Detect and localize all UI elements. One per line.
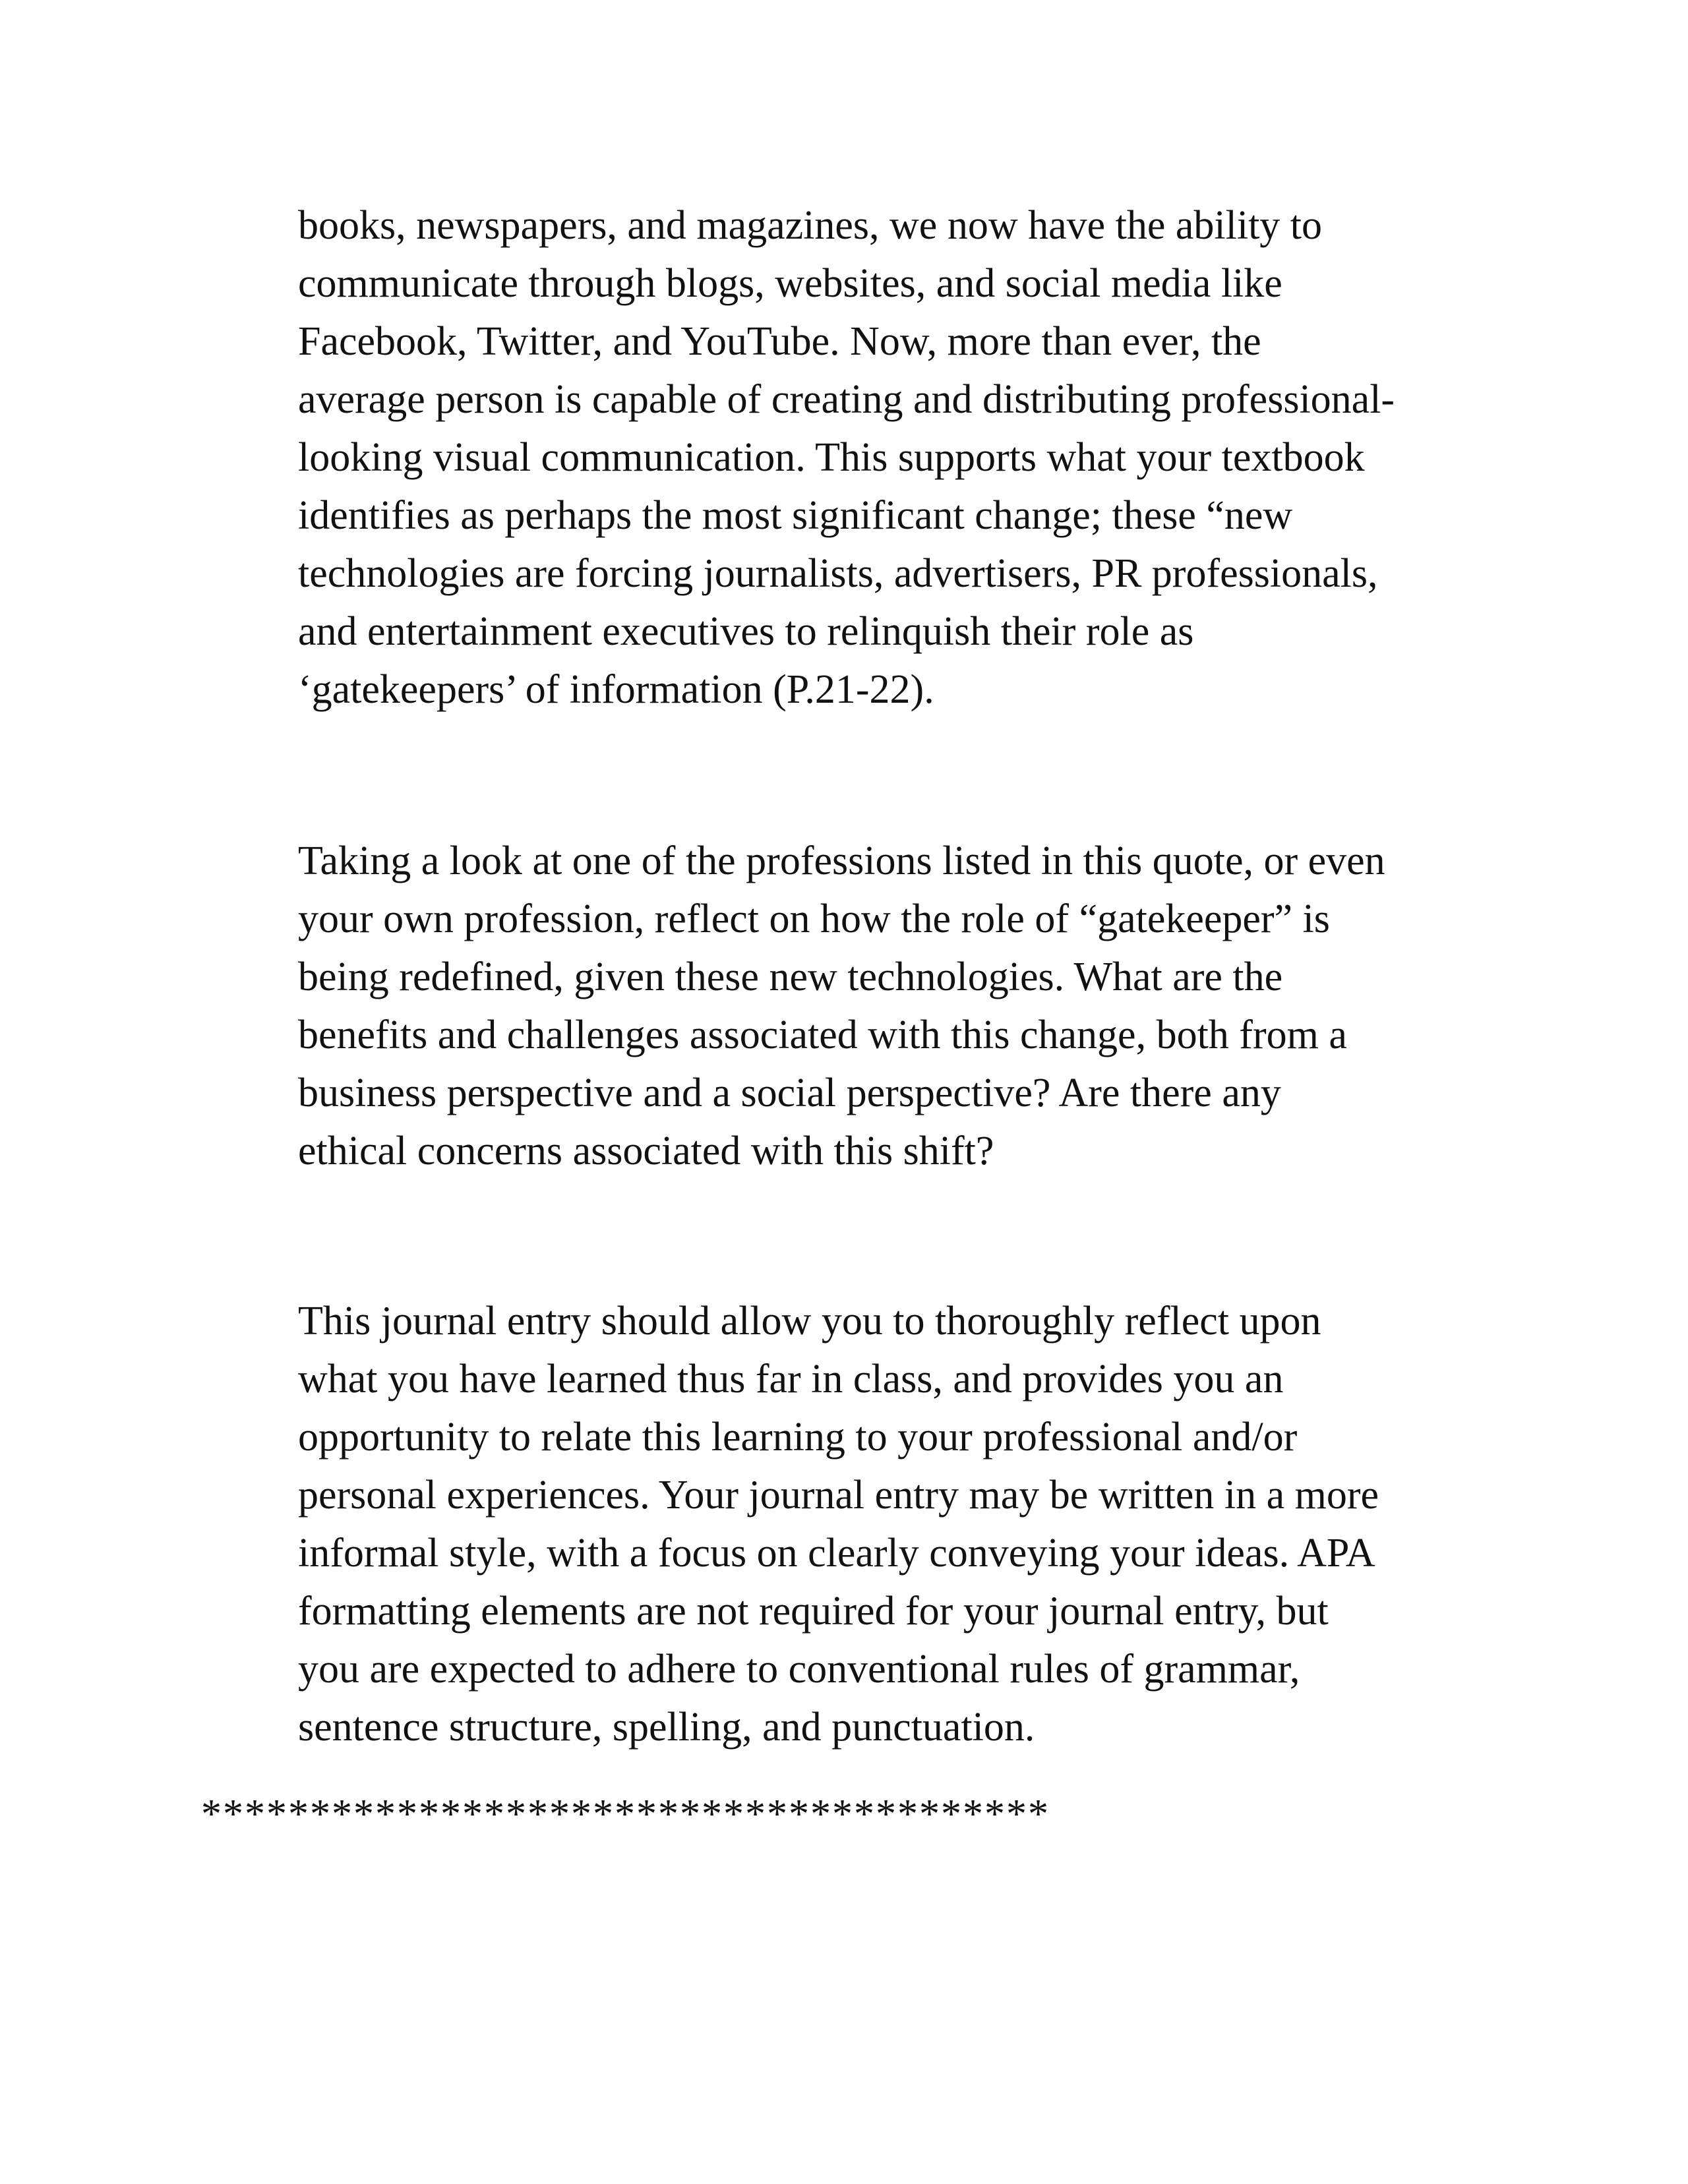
text-line: formatting elements are not required for your journal entry, but — [298, 1589, 1329, 1634]
text-line: communicate through blogs, websites, and social media like — [298, 261, 1282, 306]
text-line: personal experiences. Your journal entry may be written in a more — [298, 1473, 1379, 1518]
paragraph-instructions — [298, 1292, 1551, 1756]
text-line: This journal entry should allow you to thoroughly reflect upon — [298, 1299, 1321, 1343]
text-line: being redefined, given these new technologies. What are the — [298, 955, 1283, 999]
text-line: ethical concerns associated with this shift? — [298, 1129, 994, 1173]
text-line: looking visual communication. This supports what your textbook — [298, 435, 1365, 480]
paragraph-context — [298, 196, 1551, 719]
paragraph-prompt — [298, 832, 1551, 1180]
text-line: opportunity to relate this learning to your professional and/or — [298, 1415, 1298, 1460]
text-line: books, newspapers, and magazines, we now have the ability to — [298, 203, 1323, 248]
text-line: Facebook, Twitter, and YouTube. Now, more than ever, the — [298, 319, 1261, 364]
text-line: technologies are forcing journalists, advertisers, PR professionals, — [298, 551, 1378, 596]
text-line: your own profession, reflect on how the role of “gatekeeper” is — [298, 897, 1330, 941]
text-line: business perspective and a social perspective? Are there any — [298, 1071, 1281, 1115]
text-line: informal style, with a focus on clearly conveying your ideas. APA — [298, 1531, 1375, 1576]
text-line: what you have learned thus far in class, and provides you an — [298, 1357, 1284, 1402]
text-line: sentence structure, spelling, and punctuation. — [298, 1705, 1035, 1750]
text-line: Taking a look at one of the professions listed in this quote, or even — [298, 839, 1385, 883]
asterisk-divider: *************************************** — [201, 1792, 1050, 1837]
text-line: ‘gatekeepers’ of information (P.21-22). — [298, 667, 934, 712]
text-line: you are expected to adhere to conventional rules of grammar, — [298, 1647, 1300, 1692]
text-line: and entertainment executives to relinquish their role as — [298, 609, 1194, 654]
text-line: benefits and challenges associated with this change, both from a — [298, 1013, 1347, 1057]
text-line: average person is capable of creating and distributing professional- — [298, 377, 1395, 422]
text-line: identifies as perhaps the most significant change; these “new — [298, 493, 1293, 538]
